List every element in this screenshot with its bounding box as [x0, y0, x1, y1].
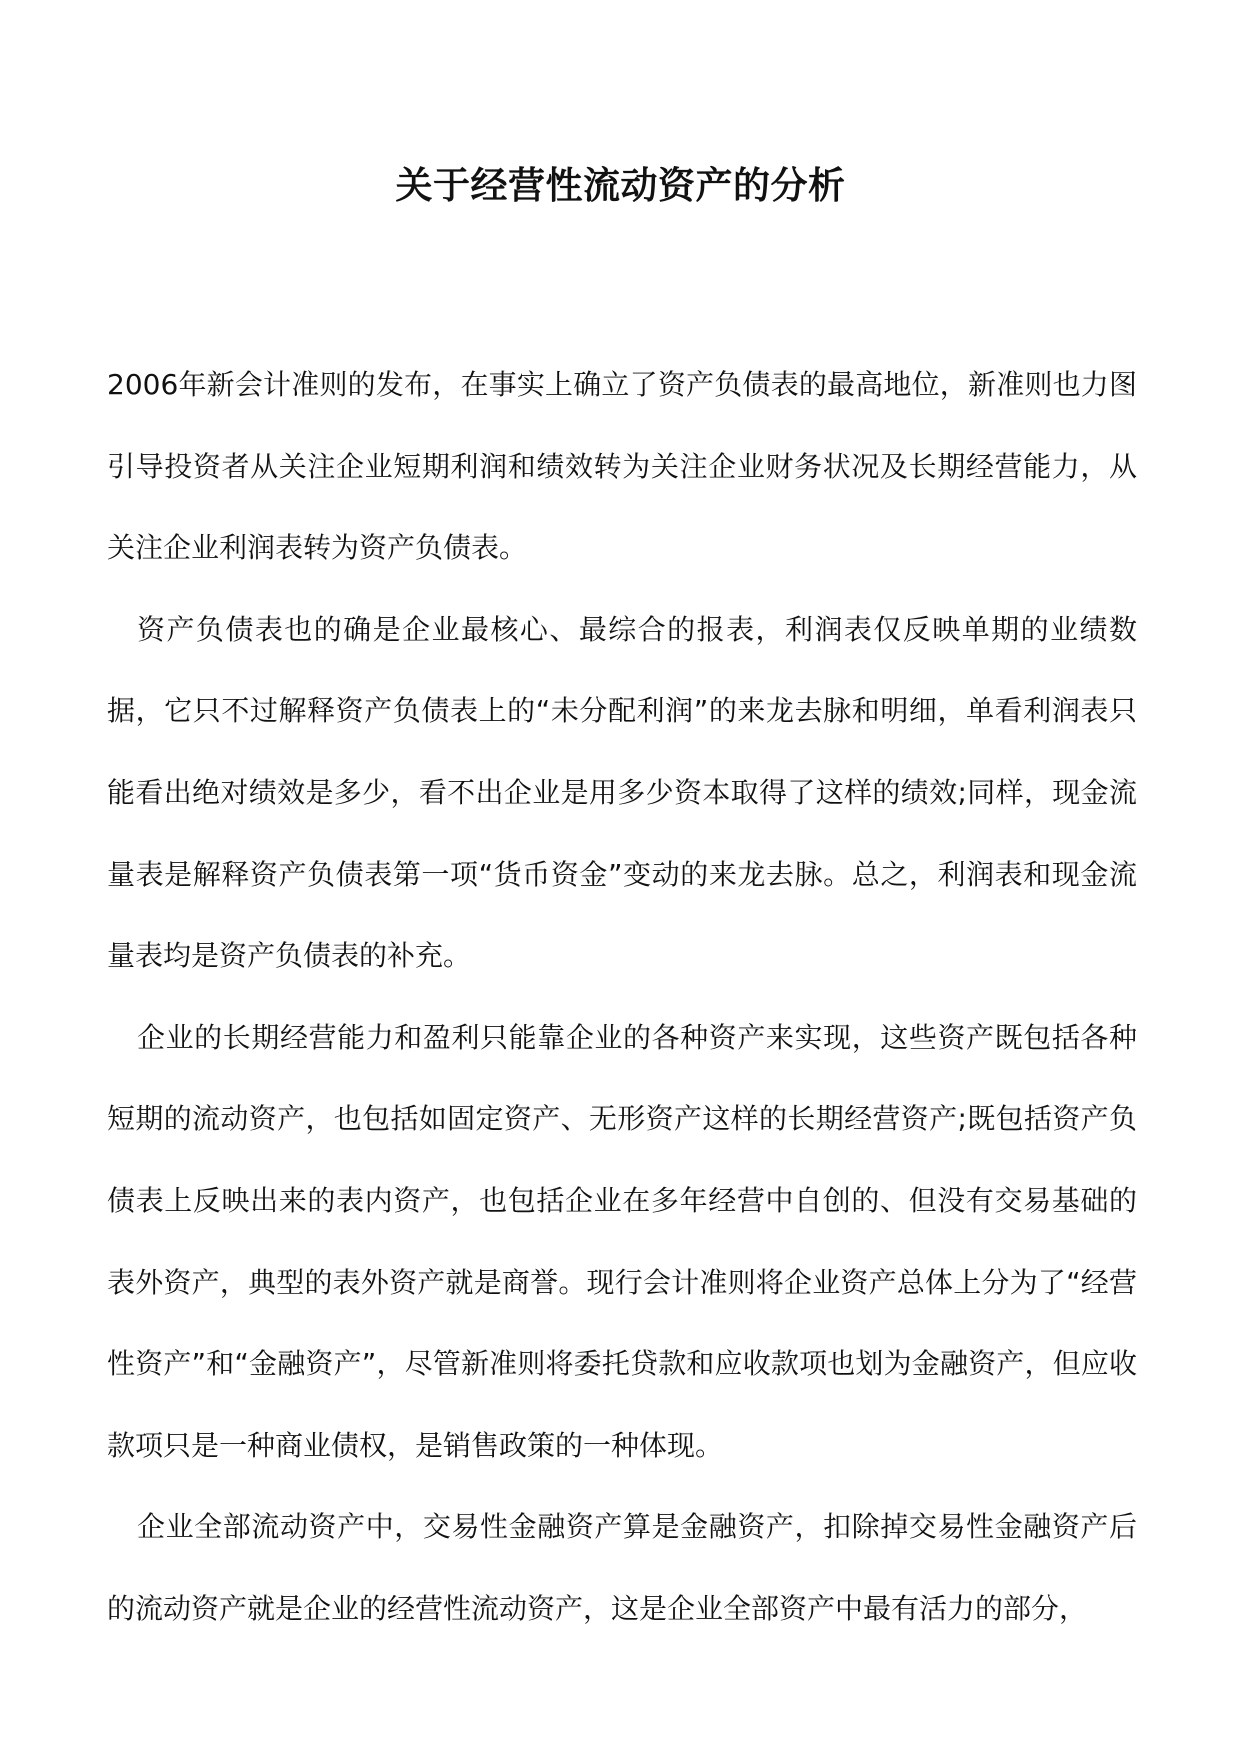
- paragraph-3: 企业的长期经营能力和盈利只能靠企业的各种资产来实现，这些资产既包括各种短期的流动资产，也包括如固定资产、无形资产这样的长期经营资产;既包括资产负债表上反映出来的表内资产，也包括企业在多年经营中自创的、但没有交易基础的表外资产，典型的表外资产就是商誉。现行会计准则将企业资产总体上分为了“经营性资产”和“金融资产”，尽管新准则将委托贷款和应收款项也划为金融资产，但应收款项只是一种商业债权，是销售政策的一种体现。: [107, 1020, 1137, 1462]
- paragraph-2: 资产负债表也的确是企业最核心、最综合的报表，利润表仅反映单期的业绩数据，它只不过解释资产负债表上的“未分配利润”的来龙去脉和明细，单看利润表只能看出绝对绩效是多少，看不出企业是用多少资本取得了这样的绩效;同样，现金流量表是解释资产负债表第一项“货币资金”变动的来龙去脉。总之，利润表和现金流量表均是资产负债表的补充。: [107, 612, 1137, 973]
- document-title: 关于经营性流动资产的分析: [395, 163, 846, 207]
- paragraph-1: 2006年新会计准则的发布，在事实上确立了资产负债表的最高地位，新准则也力图引导投资者从关注企业短期利润和绩效转为关注企业财务状况及长期经营能力，从关注企业利润表转为资产负债表。: [107, 368, 1137, 565]
- paragraph-4: 企业全部流动资产中，交易性金融资产算是金融资产，扣除掉交易性金融资产后的流动资产就是企业的经营性流动资产，这是企业全部资产中最有活力的部分，: [107, 1510, 1137, 1625]
- document-body: [107, 344, 1137, 1650]
